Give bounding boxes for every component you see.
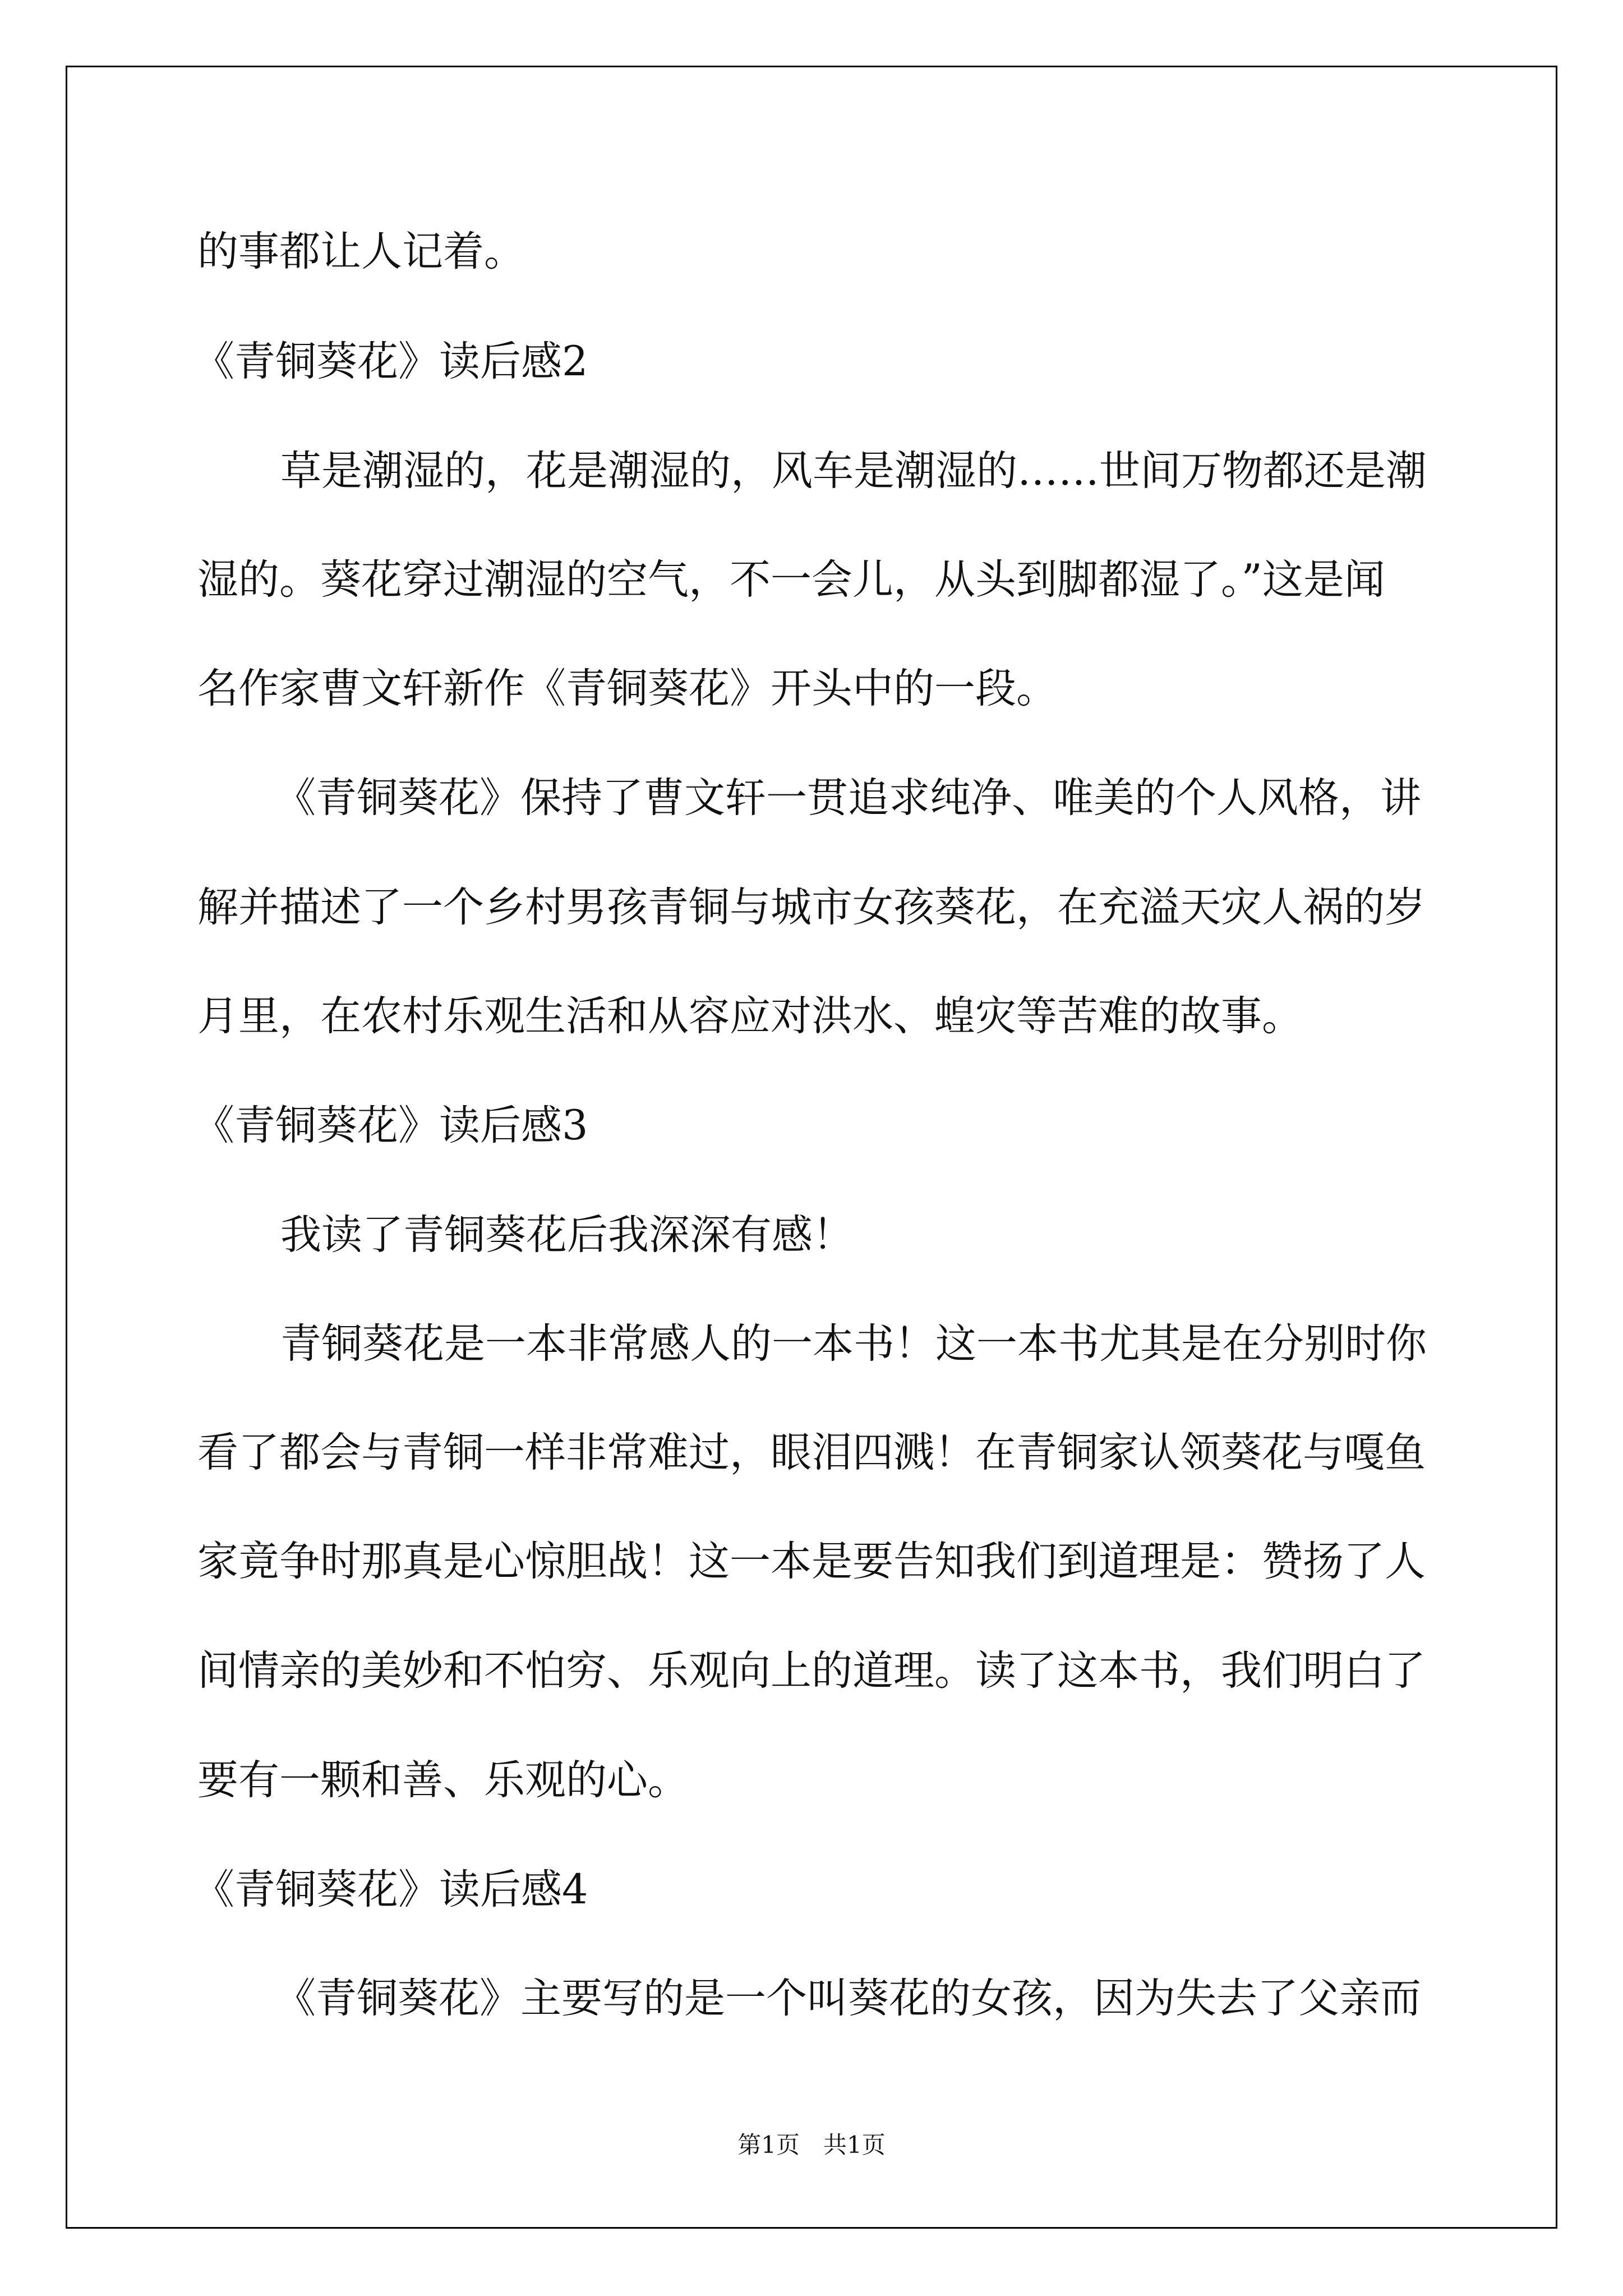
body-line: 青铜葵花是一本非常感人的一本书！这一本书尤其是在分别时你: [280, 1320, 1427, 1368]
body-line: 名作家曹文轩新作《青铜葵花》开头中的一段。: [197, 665, 1057, 712]
body-line: 湿的。葵花穿过潮湿的空气，不一会儿，从头到脚都湿了。”这是闻: [197, 556, 1385, 604]
body-line: 的事都让人记着。: [197, 228, 525, 275]
body-line: 《青铜葵花》保持了曹文轩一贯追求纯净、唯美的个人风格，讲: [275, 774, 1421, 822]
body-line: 我读了青铜葵花后我深深有感！: [280, 1211, 854, 1259]
section-heading: 《青铜葵花》读后感2: [193, 338, 588, 385]
section-heading: 《青铜葵花》读后感4: [193, 1866, 588, 1913]
body-line: 要有一颗和善、乐观的心。: [197, 1756, 689, 1804]
body-line: 看了都会与青铜一样非常难过，眼泪四溅！在青铜家认领葵花与嘎鱼: [197, 1429, 1426, 1476]
body-line: 草是潮湿的，花是潮湿的，风车是潮湿的……世间万物都还是潮: [280, 447, 1427, 495]
body-line: 家竟争时那真是心惊胆战！这一本是要告知我们到道理是：赞扬了人: [197, 1538, 1426, 1585]
section-heading: 《青铜葵花》读后感3: [193, 1102, 588, 1149]
page-footer: 第1页 共1页: [737, 2131, 886, 2159]
body-line: 间情亲的美妙和不怕穷、乐观向上的道理。读了这本书，我们明白了: [197, 1647, 1426, 1695]
body-line: 解并描述了一个乡村男孩青铜与城市女孩葵花，在充溢天灾人祸的岁: [197, 884, 1426, 931]
body-line: 《青铜葵花》主要写的是一个叫葵花的女孩，因为失去了父亲而: [275, 1975, 1421, 2022]
body-line: 月里，在农村乐观生活和从容应对洪水、蝗灾等苦难的故事。: [197, 992, 1303, 1040]
